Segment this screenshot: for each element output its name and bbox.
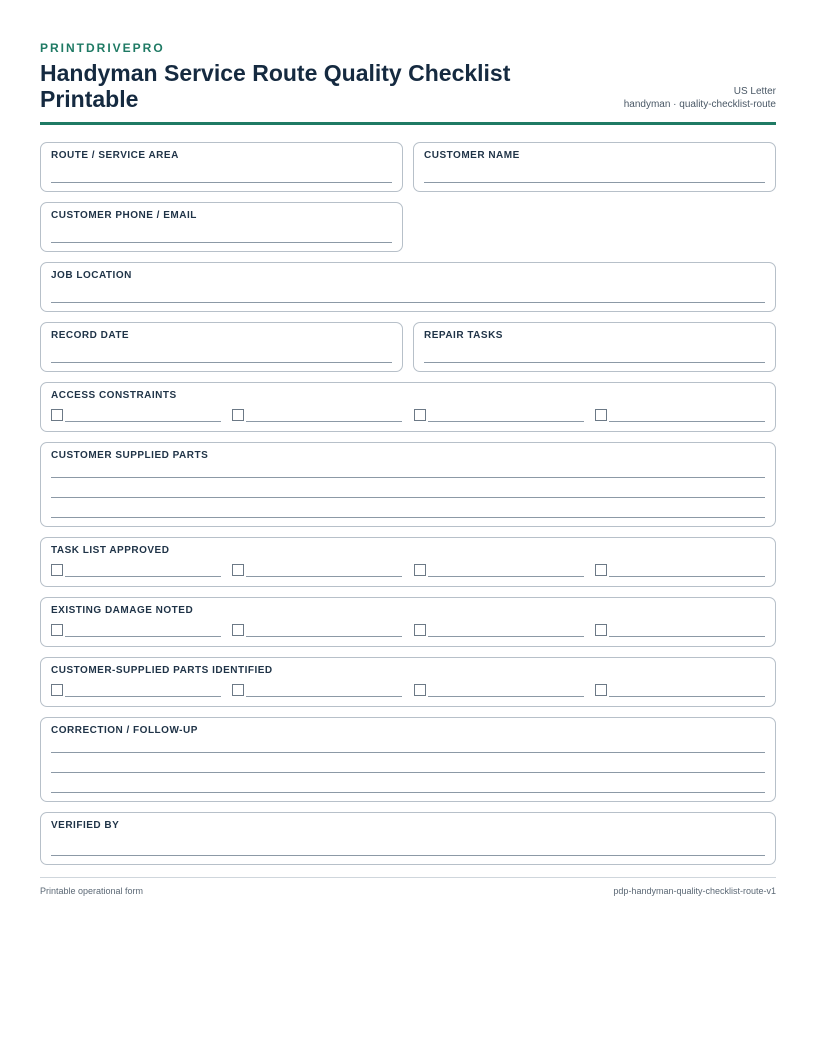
checkbox[interactable] [595, 409, 607, 421]
customer-supplied-parts-label: CUSTOMER SUPPLIED PARTS [51, 450, 209, 461]
checkbox[interactable] [232, 624, 244, 636]
checkbox-line [65, 636, 221, 637]
checkbox-line [428, 421, 584, 422]
write-line [51, 517, 765, 518]
checkbox-line [428, 696, 584, 697]
customer-supplied-parts-field[interactable] [40, 442, 776, 527]
checkbox-line [609, 576, 765, 577]
checkbox[interactable] [51, 624, 63, 636]
page-title: Handyman Service Route Quality Checklist Printable [40, 60, 511, 112]
write-line [51, 477, 765, 478]
write-line [51, 182, 392, 183]
record-date-field[interactable] [40, 322, 403, 372]
checkbox[interactable] [232, 684, 244, 696]
checkbox-line [246, 576, 402, 577]
existing-damage-noted-label: EXISTING DAMAGE NOTED [51, 605, 194, 616]
write-line [51, 752, 765, 753]
write-line [51, 242, 392, 243]
write-line [51, 497, 765, 498]
checkbox[interactable] [51, 564, 63, 576]
write-line [51, 772, 765, 773]
write-line [424, 182, 765, 183]
checkbox[interactable] [414, 624, 426, 636]
task-list-approved-label: TASK LIST APPROVED [51, 545, 170, 556]
checkbox[interactable] [414, 409, 426, 421]
access-constraints-field [40, 382, 776, 432]
checkbox-line [428, 576, 584, 577]
correction-follow-up-field[interactable] [40, 717, 776, 802]
checkbox[interactable] [595, 684, 607, 696]
checkbox-line [428, 636, 584, 637]
customer-phone-email-label: CUSTOMER PHONE / EMAIL [51, 210, 197, 221]
checkbox[interactable] [232, 564, 244, 576]
form-tags: handyman · quality-checklist-route [623, 99, 776, 110]
repair-tasks-label: REPAIR TASKS [424, 330, 503, 341]
footer-left: Printable operational form [40, 886, 144, 896]
verified-by-label: VERIFIED BY [51, 820, 120, 831]
checkbox-line [65, 421, 221, 422]
checkbox[interactable] [51, 684, 63, 696]
checkbox-line [65, 576, 221, 577]
repair-tasks-field[interactable] [413, 322, 776, 372]
checkbox-line [246, 636, 402, 637]
footer-rule [40, 877, 776, 878]
customer-name-field[interactable] [413, 142, 776, 192]
brand-name: PRINTDRIVEPRO [40, 41, 165, 55]
checkbox-line [246, 421, 402, 422]
task-list-approved-field [40, 537, 776, 587]
header-rule [40, 122, 776, 125]
footer-right: pdp-handyman-quality-checklist-route-v1 [613, 886, 776, 896]
write-line [51, 855, 765, 856]
page-meta [624, 85, 776, 111]
customer-name-label: CUSTOMER NAME [424, 150, 520, 161]
route-service-area-field[interactable] [40, 142, 403, 192]
job-location-label: JOB LOCATION [51, 270, 132, 281]
record-date-label: RECORD DATE [51, 330, 130, 341]
access-constraints-label: ACCESS CONSTRAINTS [51, 390, 177, 401]
job-location-field[interactable] [40, 262, 776, 312]
checkbox-line [65, 696, 221, 697]
checkbox-line [609, 696, 765, 697]
correction-follow-up-label: CORRECTION / FOLLOW-UP [51, 725, 198, 736]
checkbox[interactable] [414, 564, 426, 576]
checkbox[interactable] [414, 684, 426, 696]
checkbox-line [609, 421, 765, 422]
checkbox-line [609, 636, 765, 637]
write-line [424, 362, 765, 363]
customer-supplied-parts-identified-field [40, 657, 776, 707]
write-line [51, 302, 765, 303]
checkbox[interactable] [51, 409, 63, 421]
checkbox[interactable] [232, 409, 244, 421]
route-service-area-label: ROUTE / SERVICE AREA [51, 150, 179, 161]
verified-by-field[interactable] [40, 812, 776, 865]
paper-size: US Letter [733, 86, 776, 97]
write-line [51, 362, 392, 363]
customer-phone-email-field[interactable] [40, 202, 403, 252]
write-line [51, 792, 765, 793]
customer-supplied-parts-identified-label: CUSTOMER-SUPPLIED PARTS IDENTIFIED [51, 665, 273, 676]
checkbox-line [246, 696, 402, 697]
checkbox[interactable] [595, 624, 607, 636]
existing-damage-noted-field [40, 597, 776, 647]
checkbox[interactable] [595, 564, 607, 576]
